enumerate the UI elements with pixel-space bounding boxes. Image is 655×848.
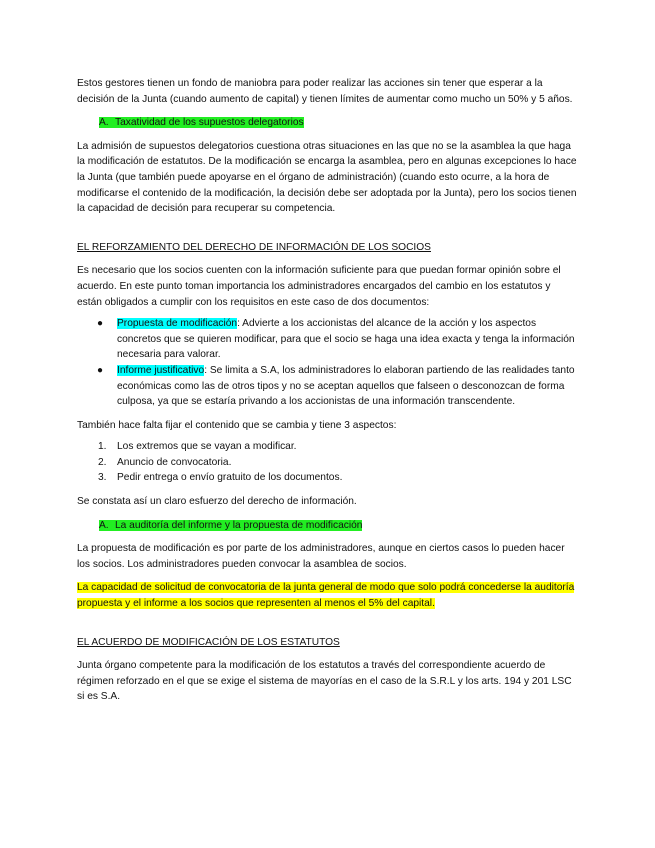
paragraph-contenido: También hace falta fijar el contenido que se cambia y tiene 3 aspectos:: [77, 419, 397, 431]
numbered-list-aspectos: [77, 439, 577, 486]
bullet-term: Propuesta de modificación: [117, 318, 238, 330]
bullet-text: : Se limita a S.A, los administradores lo elaboran partiendo de las realidades tanto económicas como las de otros tipos y no se aceptan aquellos que falseen o desconozcan de forma culposa, ya que se estaría privando a los accionistas de una información transcendente.: [117, 364, 575, 408]
list-item: [77, 470, 577, 486]
bullet-list-documentos: [77, 316, 577, 410]
highlighted-text: La capacidad de solicitud de convocatoria de la junta general de modo que solo podrá concederse la auditoría propuesta y el informe a los socios que representen al menos el 5% del capital.: [77, 582, 575, 610]
list-number: 2.: [98, 456, 107, 468]
list-text: Los extremos que se vayan a modificar.: [117, 441, 297, 453]
list-text: Pedir entrega o envío gratuito de los documentos.: [117, 472, 343, 484]
bullet-icon: ●: [97, 318, 104, 330]
heading-acuerdo: EL ACUERDO DE MODIFICACIÓN DE LOS ESTATUTOS: [77, 636, 340, 648]
subheading-auditoria-highlight: A. La auditoría del informe y la propuesta de modificación: [99, 519, 363, 531]
bullet-text: : Advierte a los accionistas del alcance de la acción y los aspectos concretos que se quieren modificar, para que el socio se haga una idea exacta y tenga la información necesaria para valorar.: [117, 318, 575, 361]
subheading-auditoria: [99, 518, 577, 534]
subheading-taxatividad-highlight: A. Taxatividad de los supuestos delegatorios: [99, 117, 304, 129]
heading-reforzamiento: EL REFORZAMIENTO DEL DERECHO DE INFORMACIÓN DE LOS SOCIOS: [77, 241, 431, 253]
list-number: 3.: [98, 472, 107, 484]
paragraph-junta: Junta órgano competente para la modificación de los estatutos a través del correspondiente acuerdo de régimen reforzado en el que se exige el sistema de mayorías en el caso de la S.R.L y los arts. 194 y 201 LSC si es S.A.: [77, 660, 572, 703]
paragraph-capacidad: [77, 580, 577, 611]
list-item: [77, 316, 577, 363]
paragraph-constata: Se constata así un claro esfuerzo del derecho de información.: [77, 496, 357, 508]
paragraph-informacion: Es necesario que los socios cuenten con la información suficiente para que puedan formar opinión sobre el acuerdo. En este punto toman importancia los administradores encargados del cambio en los estatutos y están obligados a cumplir con los requisitos en este caso de dos documentos:: [77, 265, 561, 308]
paragraph-propuesta: La propuesta de modificación es por parte de los administradores, aunque en ciertos casos lo pueden hacer los socios. Los administradores pueden convocar la asamblea de socios.: [77, 543, 565, 570]
document-page: [77, 72, 577, 705]
paragraph-gestores: Estos gestores tienen un fondo de maniobra para poder realizar las acciones sin tener que esperar a la decisión de la Junta (cuando aumento de capital) y tienen límites de aumentar como mucho un 50% y 5 años.: [77, 78, 573, 105]
list-item: [77, 439, 577, 455]
paragraph-admision: La admisión de supuestos delegatorios cuestiona otras situaciones en las que no se la asamblea la que haga la modificación de estatutos. De la modificación se encarga la asamblea, pero en algunas excepciones lo hace la Junta (que también puede apoyarse en el órgano de administración) (cuando esto ocurre, a la hora de modificarse el contenido de la modificación, la decisión debe ser adoptada por la Junta), pero los socios tienen la capacidad de decisión para recuperar su competencia.: [77, 140, 577, 215]
bullet-icon: ●: [97, 364, 104, 376]
list-item: [77, 363, 577, 410]
bullet-term: Informe justificativo: [117, 364, 205, 376]
list-text: Anuncio de convocatoria.: [117, 456, 232, 468]
list-item: [77, 455, 577, 471]
list-number: 1.: [98, 441, 107, 453]
subheading-taxatividad: [99, 115, 577, 131]
